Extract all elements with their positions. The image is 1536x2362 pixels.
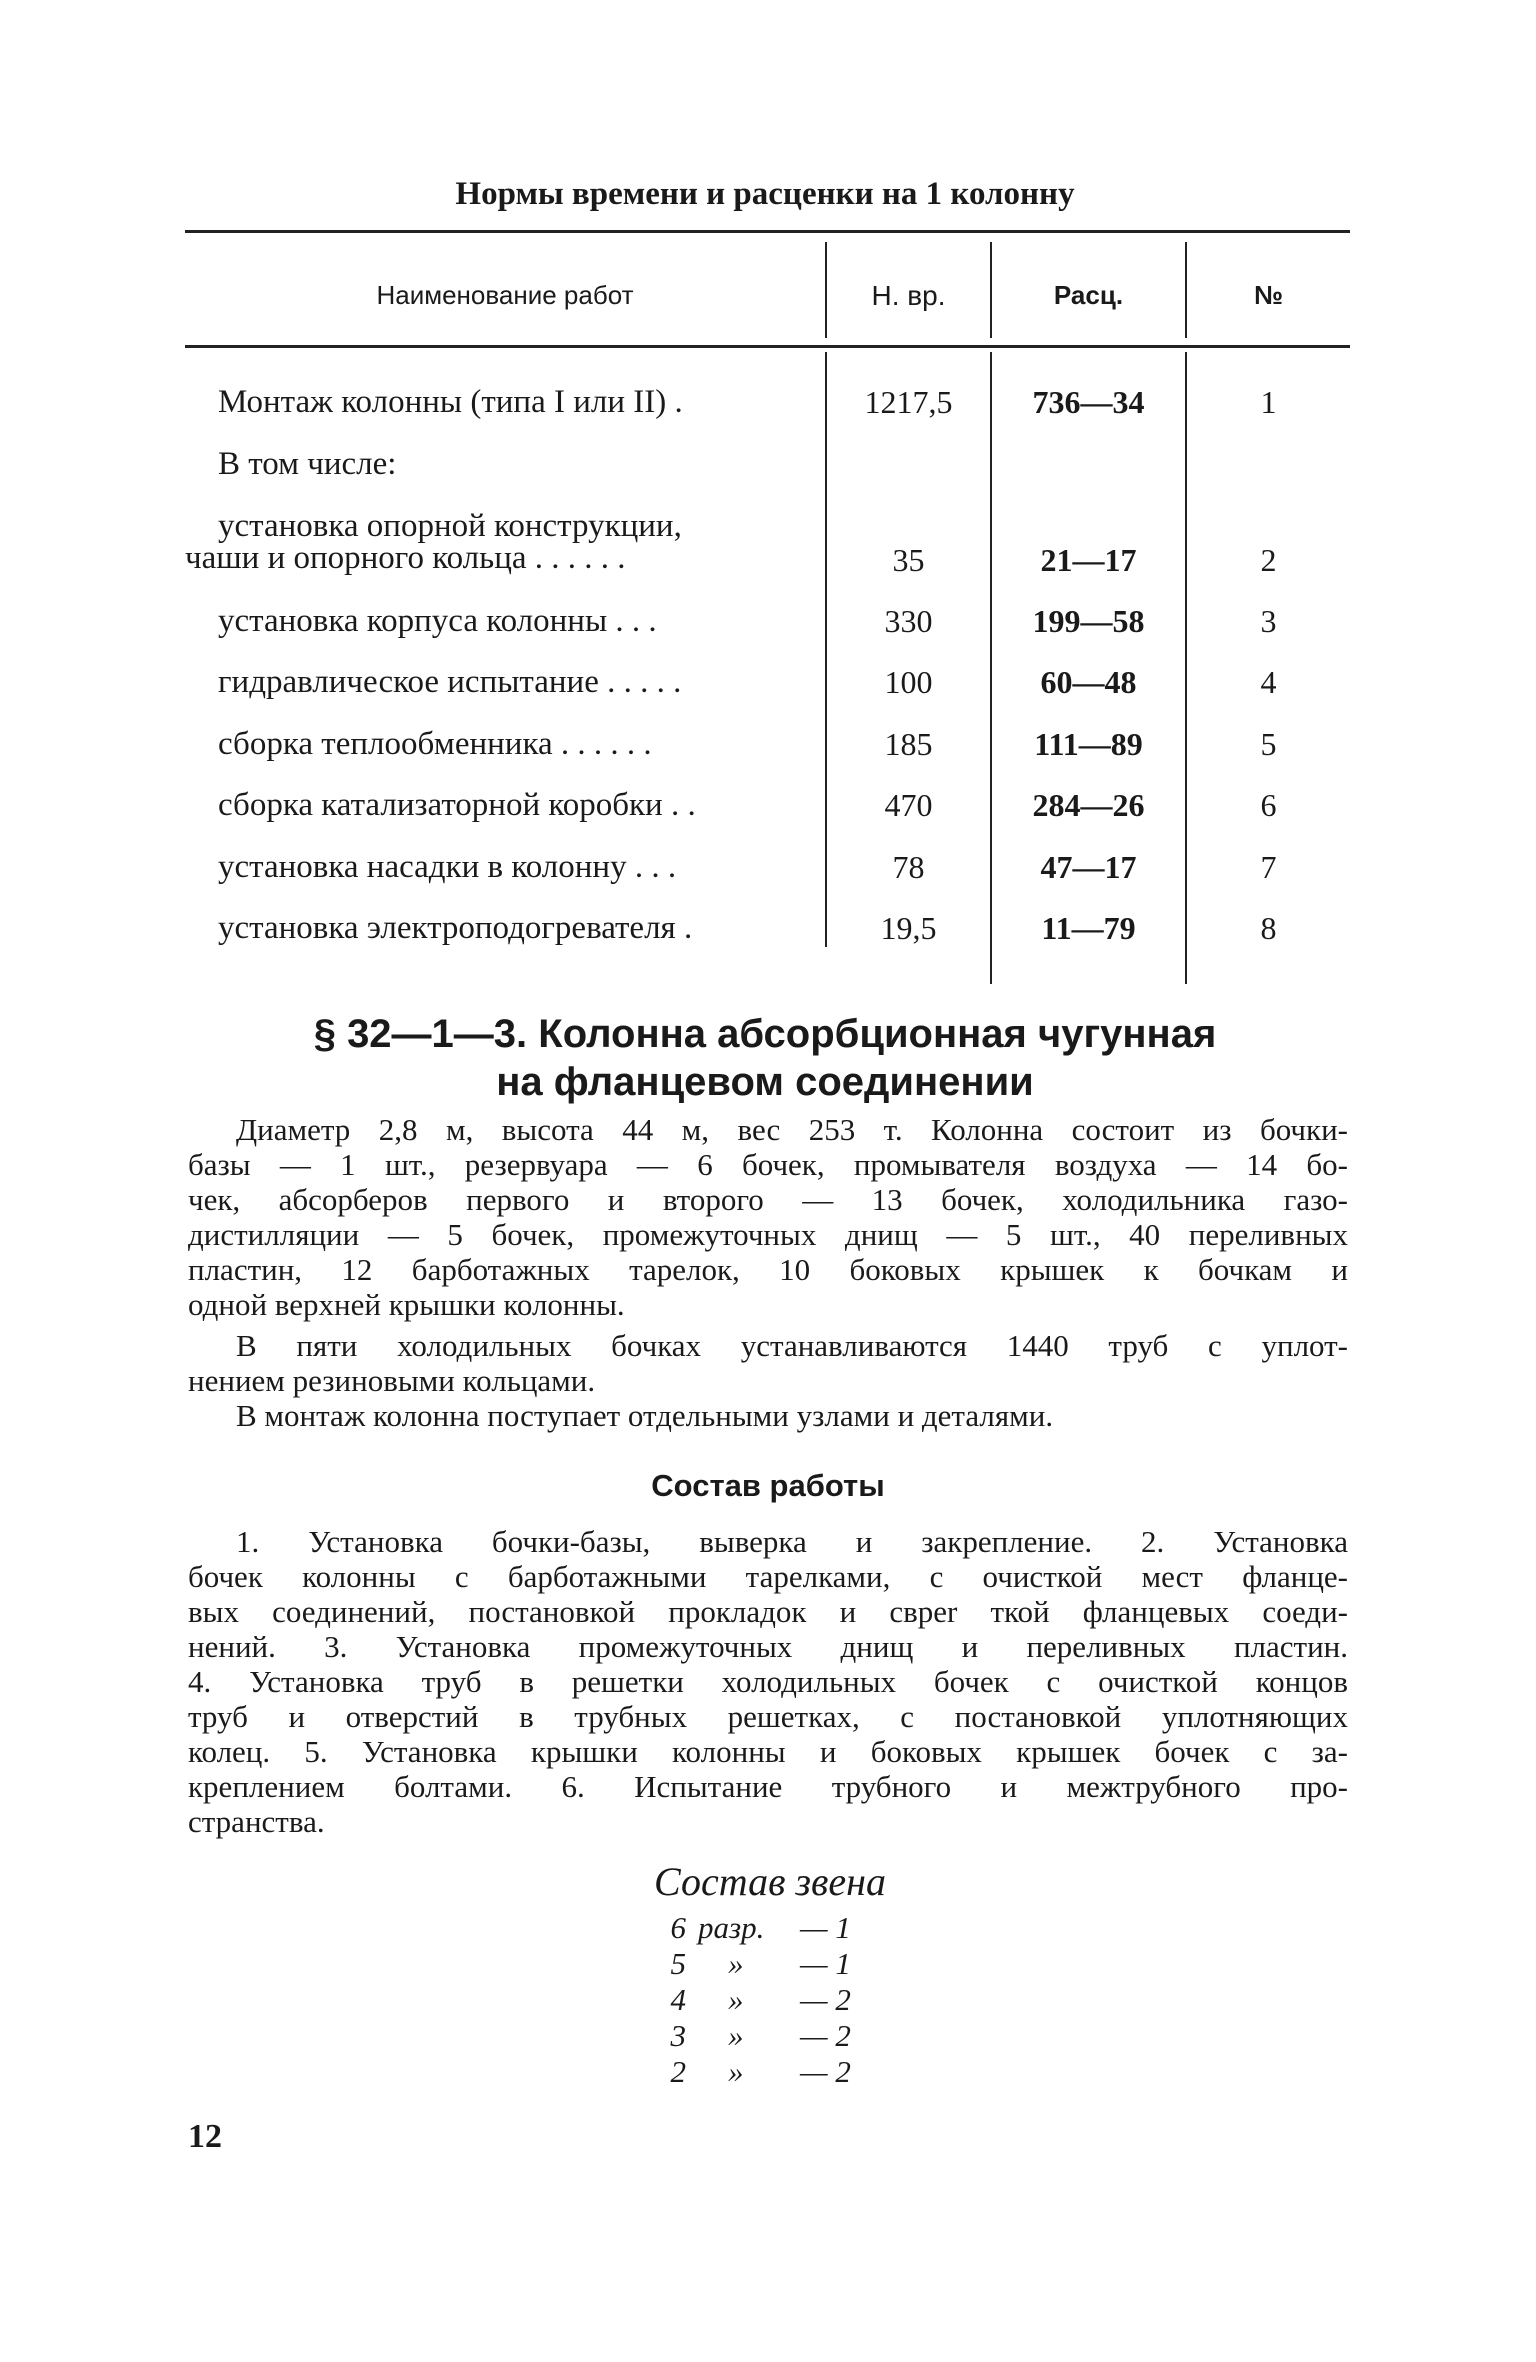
row-time: 78 (892, 849, 925, 885)
text-line: труб и отверстий в трубных решетках, с постановкой уплотняющих (188, 1699, 1348, 1734)
row-rate: 736—34 (1032, 384, 1145, 420)
row-time: 100 (884, 664, 933, 700)
row-num: 8 (1260, 910, 1277, 946)
row-label: установка опорной конструкции, (218, 508, 682, 544)
crew-count: — 1 (800, 1910, 851, 1945)
row-num: 6 (1260, 787, 1277, 823)
row-label: гидравлическое испытание . . . . . (218, 664, 682, 700)
crew-count: — 2 (800, 2018, 851, 2053)
crew-label: » (728, 2054, 744, 2089)
header-rate: Расц. (1053, 280, 1124, 310)
text-line: нений. 3. Установка промежуточных днищ и переливных пластин. (188, 1629, 1348, 1664)
description-paragraph (188, 1112, 1348, 1322)
section-heading-line: § 32—1—3. Колонна абсорбционная чугунная (313, 1012, 1217, 1056)
header-name: Наименование работ (376, 280, 634, 310)
text-line: вых соединений, постановкой прокладок и свper ткой фланцевых соеди- (188, 1594, 1348, 1629)
crew-count: — 1 (800, 1946, 851, 1981)
row-rate: 11—79 (1041, 910, 1136, 946)
row-rate: 60—48 (1040, 664, 1137, 700)
text-line: 1. Установка бочки-базы, выверка и закрепление. 2. Установка (236, 1524, 1348, 1559)
row-label: сборка теплообменника . . . . . . (218, 726, 652, 762)
row-label: чаши и опорного кольца . . . . . . (185, 540, 626, 576)
row-time: 19,5 (880, 910, 937, 946)
row-rate: 199—58 (1032, 603, 1145, 639)
crew-label: разр. (698, 1910, 765, 1945)
row-rate: 284—26 (1032, 787, 1145, 823)
table-header-rule (185, 345, 1350, 348)
work-heading: Состав работы (651, 1468, 885, 1503)
text-line: нением резиновыми кольцами. (188, 1363, 596, 1398)
crew-label: » (728, 2018, 744, 2053)
work-paragraph (188, 1524, 1348, 1839)
crew-grade: 3 (670, 2018, 686, 2053)
crew-label: » (728, 1982, 744, 2017)
row-label: В том числе: (218, 446, 397, 482)
text-line: базы — 1 шт., резервуара — 6 бочек, промывателя воздуха — 14 бо- (188, 1147, 1348, 1182)
row-label: установка электроподогревателя . (218, 910, 693, 946)
text-line: дистилляции — 5 бочек, промежуточных днищ — 5 шт., 40 переливных (188, 1217, 1348, 1252)
row-num: 7 (1260, 849, 1277, 885)
text-line: креплением болтами. 6. Испытание трубного и межтрубного про- (188, 1769, 1348, 1804)
crew-label: » (728, 1946, 744, 1981)
row-rate: 21—17 (1040, 542, 1137, 578)
row-label: Монтаж колонны (типа I или II) . (218, 384, 683, 420)
text-line: 4. Установка труб в решетки холодильных бочек с очисткой концов (188, 1664, 1348, 1699)
row-rate: 47—17 (1040, 849, 1137, 885)
crew-grade: 6 (670, 1910, 686, 1945)
section-heading-line: на фланцевом соединении (496, 1060, 1034, 1104)
text-line: Диаметр 2,8 м, высота 44 м, вес 253 т. Колонна состоит из бочки- (236, 1112, 1348, 1147)
text-line: В пяти холодильных бочках устанавливаются 1440 труб с уплот- (236, 1328, 1348, 1363)
row-label: установка насадки в колонну . . . (218, 849, 677, 885)
section-heading (200, 1010, 1330, 1106)
crew-grade: 2 (670, 2054, 686, 2089)
description-paragraph (188, 1328, 1348, 1398)
row-time: 185 (884, 726, 933, 762)
crew-grade: 5 (670, 1946, 686, 1981)
page-number: 12 (188, 2118, 222, 2155)
header-time: Н. вр. (871, 280, 946, 311)
row-label: установка корпуса колонны . . . (218, 603, 657, 639)
row-time: 35 (892, 542, 925, 578)
text-line: пластин, 12 барботажных тарелок, 10 боковых крышек к бочкам и (188, 1252, 1348, 1287)
text-line: бочек колонны с барботажными тарелками, с очисткой мест фланце- (188, 1559, 1348, 1594)
row-label: сборка катализаторной коробки . . (218, 787, 696, 823)
text-line: колец. 5. Установка крышки колонны и боковых крышек бочек с за- (188, 1734, 1348, 1769)
crew-grade: 4 (670, 1982, 686, 2017)
crew-heading: Состав звена (653, 1859, 886, 1904)
crew-count: — 2 (800, 2054, 851, 2089)
row-time: 470 (884, 787, 933, 823)
table-title: Нормы времени и расценки на 1 колонну (455, 176, 1075, 212)
header-num: № (1254, 280, 1283, 310)
row-time: 330 (884, 603, 933, 639)
description-paragraph (188, 1398, 1348, 1433)
crew-count: — 2 (800, 1982, 851, 2017)
table-top-rule (185, 230, 1350, 233)
text-line: странства. (188, 1804, 325, 1839)
row-rate: 111—89 (1034, 726, 1143, 762)
row-num: 5 (1260, 726, 1277, 762)
row-num: 3 (1260, 603, 1277, 639)
row-num: 2 (1260, 542, 1277, 578)
text-line: чек, абсорберов первого и второго — 13 бочек, холодильника газо- (188, 1182, 1348, 1217)
row-num: 1 (1260, 384, 1277, 420)
row-time: 1217,5 (864, 384, 953, 420)
row-num: 4 (1260, 664, 1277, 700)
text-line: одной верхней крышки колонны. (188, 1287, 625, 1322)
text-line: В монтаж колонна поступает отдельными узлами и деталями. (236, 1398, 1054, 1433)
